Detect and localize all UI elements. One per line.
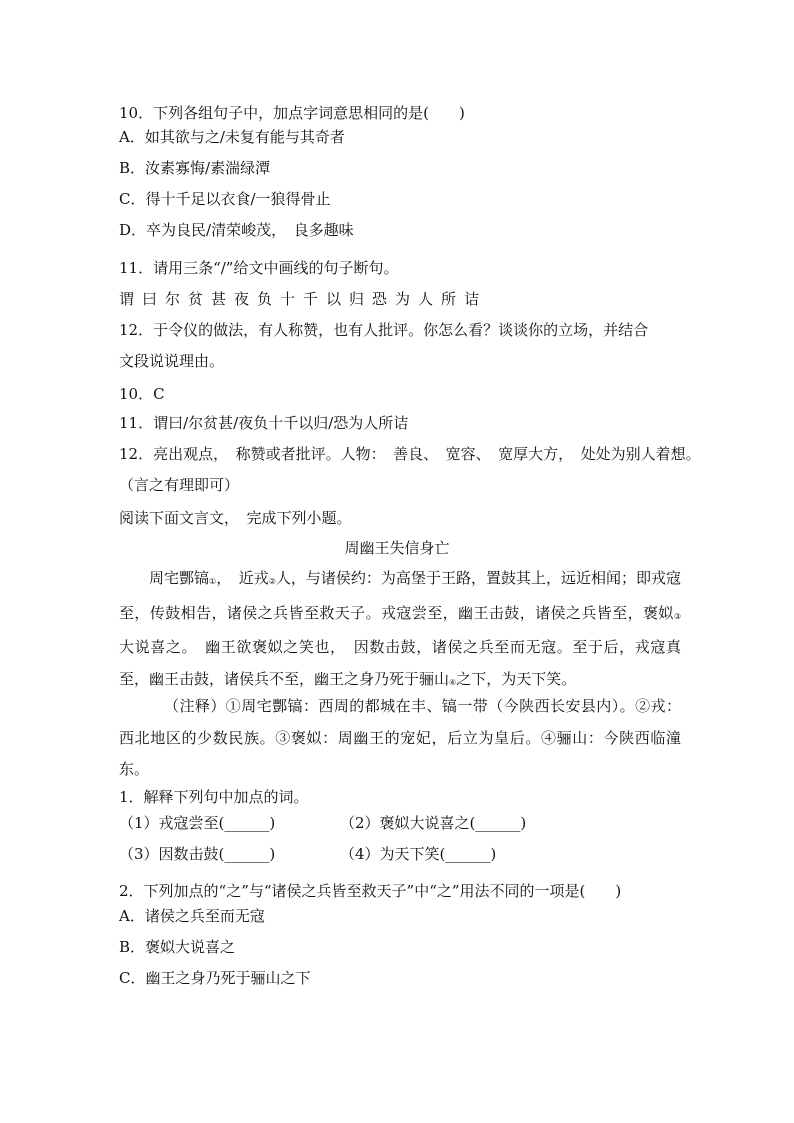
question-1-item-4: （4）为天下笑(______) [340,845,497,863]
note-marker-1: ① [209,577,217,586]
question-1-item-1: （1）戎寇尝至(______) [119,814,276,832]
passage-body [119,563,681,698]
reading-intro: 阅读下面文言文， 完成下列小题。 [119,509,352,527]
passage-notes: （注释）①周宅酆镐：西周的都城在丰、镐一带（今陕西长安县内）。②戎：西北地区的少数民族。③褒姒：周幽王的宠妃，后立为皇后。④骊山：今陕西临潼东。 [119,697,681,779]
passage-text-1: 周宅酆镐 [149,569,210,587]
question-2-option-a: A．诸侯之兵至而无寇 [119,907,265,925]
question-10-option-b: B．汝素寡悔/素湍绿潭 [119,159,271,177]
note-marker-2: ② [268,577,276,586]
passage-text-5: 之下，为天下笑。 [456,669,577,688]
question-11-sentence: 谓曰尔贫甚夜负十千以归恐为人所诘 [119,290,488,308]
question-10-option-a: A．如其欲与之/未复有能与其奇者 [119,128,345,146]
passage-text-2: ， 近戎 [216,569,269,587]
question-10-option-d: D．卒为良民/清荣峻茂， 良多趣味 [119,221,354,239]
question-10-stem: 10．下列各组句子中，加点字词意思相同的是( ) [119,104,465,122]
note-marker-4: ④ [449,677,457,687]
passage-title: 周幽王失信身亡 [344,539,450,557]
question-2-stem: 2．下列加点的“之”与“诸侯之兵皆至救天子”中“之”用法不同的一项是( ) [119,882,622,900]
note-marker-3: ③ [673,611,681,621]
question-2-option-c: C．幽王之身乃死于骊山之下 [119,969,311,987]
question-1-item-2: （2）褒姒大说喜之(______) [340,814,527,832]
question-1-item-3: （3）因数击鼓(______) [119,845,276,863]
question-10-option-c: C．得十千足以衣食/一狼得骨止 [119,190,331,208]
question-1-stem: 1．解释下列句中加点的词。 [119,788,309,806]
answer-10: 10．C [119,385,165,403]
passage-text-3: 人，与诸侯约：为高堡于王路，置鼓其上，远近相闻；即戎寇至，传鼓相告，诸侯之兵皆至救天子。戎寇尝至，幽王击鼓，诸侯之兵皆至，褒姒 [119,569,681,622]
passage-text-4: 大说喜之。 幽王欲褒姒之笑也， 因数击鼓，诸侯之兵至而无寇。至于后，戎寇真至，幽王击鼓，诸侯兵不至，幽王之身乃死于骊山 [119,638,681,688]
question-2-option-b: B．褒姒大说喜之 [119,938,236,956]
question-11-stem: 11．请用三条“/”给文中画线的句子断句。 [119,259,399,277]
question-12-stem-line-2: 文段说说理由。 [119,352,225,370]
answer-12-line-2: （言之有理即可） [119,476,240,494]
answer-12-line-1: 12．亮出观点， 称赞或者批评。人物： 善良、 宽容、 宽厚大方， 处处为别人着想。 [119,445,701,463]
answer-11: 11．谓曰/尔贫甚/夜负十千以归/恐为人所诘 [119,414,409,432]
question-12-stem-line-1: 12．于令仪的做法，有人称赞，也有人批评。你怎么看？谈谈你的立场，并结合 [119,321,649,339]
